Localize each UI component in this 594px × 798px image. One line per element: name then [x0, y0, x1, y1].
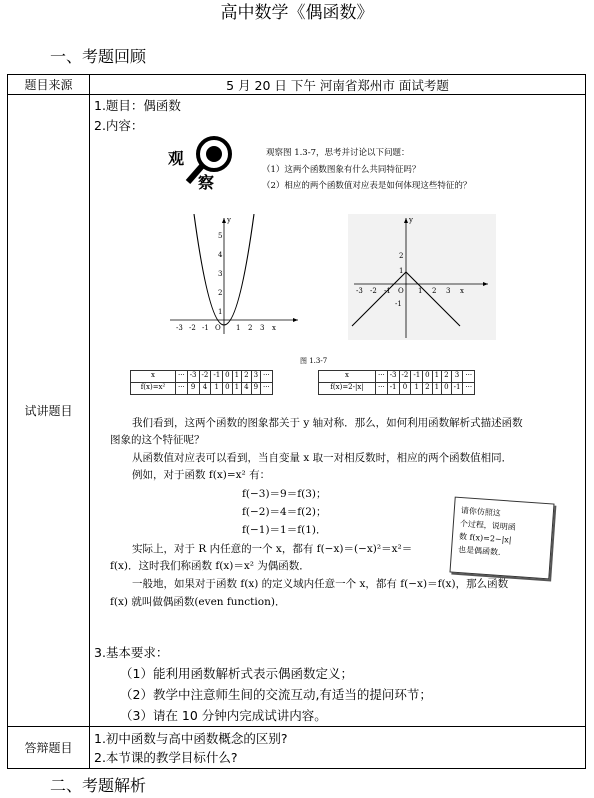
textbook-excerpt [90, 134, 585, 642]
requirement-2: （2）教学中注意师生间的交流互动,有适当的提问环节； [120, 687, 432, 702]
para-4a: 实际上，对于 R 内任意的一个 x，都有 f(−x)＝(−x)²＝x²＝ [132, 543, 413, 555]
graph2-tick-x7: 3 [446, 287, 451, 295]
section-heading-analysis: 二、考题解析 [50, 776, 147, 795]
observe-prompt: 观察图 1.3-7，思考并讨论以下问题： [266, 148, 410, 158]
para-3: 例如，对于函数 f(x)=x² 有： [132, 469, 271, 481]
para-1a: 我们看到，这两个函数的图象都关于 y 轴对称．那么，如何利用函数解析式描述函数 [132, 417, 523, 429]
value-table-x-squared: x ··· -3 -2 -1 0 1 2 3 ··· f(x)=x² ··· 9 4 1 0 1 4 9 ··· [130, 370, 273, 395]
graph2-ylabel: y [409, 216, 413, 224]
trial-content [90, 95, 586, 727]
side-note-line-3: 数 f(x)=2−|x| [458, 532, 512, 545]
graph2-tick-x2: -2 [370, 287, 377, 295]
graph-x-squared [166, 214, 306, 342]
side-note-line-2: 个过程，说明函 [459, 519, 517, 532]
requirement-3: （3）请在 10 分钟内完成试讲内容。 [120, 708, 327, 723]
para-1b: 图象的这个特征呢？ [110, 434, 205, 446]
observe-question-1: （1）这两个函数图象有什么共同特征吗？ [262, 165, 421, 175]
graph1-tick-y5: 5 [218, 232, 223, 240]
graph2-tick-x5: 1 [418, 287, 423, 295]
defense-content [90, 727, 586, 769]
observe-char-1: 观 [168, 149, 185, 168]
item-content-label: 2.内容： [94, 118, 144, 133]
graph2-tick-y2: 2 [399, 252, 404, 260]
graph1-tick-x7: 3 [260, 324, 265, 332]
para-5b: f(x) 就叫做偶函数(even function)． [110, 596, 286, 608]
graph2-tick-x6: 2 [432, 287, 437, 295]
graph2-tick-x1: -3 [356, 287, 363, 295]
graph1-tick-x5: 1 [236, 324, 241, 332]
graph-two-minus-abs-x [348, 214, 498, 342]
para-5a: 一般地，如果对于函数 f(x) 的定义域内任意一个 x，都有 f(−x)＝f(x)，那么函数 [132, 578, 509, 590]
magnifier-observe-icon [162, 134, 252, 194]
graph1-tick-y3: 3 [218, 270, 223, 278]
defense-question-2: 2.本节课的教学目标什么? [94, 750, 238, 765]
side-note-line-1: 请你仿照这 [460, 506, 502, 518]
side-note [449, 497, 554, 580]
graph2-tick-y1: 1 [399, 267, 404, 275]
graph1-tick-y4: 4 [218, 251, 223, 259]
source-value: 5 月 20 日 下午 河南省郑州市 面试考题 [90, 75, 586, 95]
observe-char-2: 察 [198, 173, 215, 192]
graph1-tick-y2: 2 [218, 289, 223, 297]
equation-1: f(−3)＝9＝f(3)； [242, 488, 327, 500]
graph1-tick-x1: -3 [176, 324, 183, 332]
figure-caption: 图 1.3-7 [300, 357, 328, 365]
observe-question-2: （2）相应的两个函数值对应表是如何体现这些特征的？ [262, 181, 472, 191]
requirement-1: （1）能利用函数解析式表示偶函数定义； [120, 666, 353, 681]
graph1-tick-xlabel: x [272, 324, 276, 332]
para-4b: f(x)．这时我们称函数 f(x)＝x² 为偶函数． [110, 560, 310, 572]
graph1-tick-x6: 2 [248, 324, 253, 332]
graph2-tick-yneg1: -1 [395, 300, 402, 308]
source-label: 题目来源 [8, 75, 90, 95]
equation-3: f(−1)＝1＝f(1)． [242, 524, 327, 536]
graph1-tick-y1: 1 [218, 308, 223, 316]
value-table-two-minus-abs: x ··· -3 -2 -1 0 1 2 3 ··· f(x)=2-|x| ··· -1 0 1 2 1 0 -1 ··· [318, 370, 475, 395]
graph1-ylabel: y [227, 216, 231, 224]
trial-label: 试讲题目 [8, 95, 90, 727]
graph1-tick-x2: -2 [189, 324, 196, 332]
graph2-tick-xlabel: x [460, 287, 464, 295]
para-2: 从函数值对应表可以看到，当自变量 x 取一对相反数时，相应的两个函数值相同． [132, 452, 513, 464]
page-title: 高中数学《偶函数》 [220, 3, 374, 23]
equation-2: f(−2)＝4＝f(2)； [242, 506, 327, 518]
graph2-tick-x3: -1 [384, 287, 391, 295]
item-title: 1.题目：偶函数 [94, 98, 181, 113]
graph2-tick-origin: O [398, 287, 404, 295]
side-note-line-4: 也是偶函数． [457, 544, 507, 558]
defense-question-1: 1.初中函数与高中函数概念的区别? [94, 731, 288, 746]
graph1-tick-x3: -1 [202, 324, 209, 332]
graph1-tick-origin: O [215, 324, 221, 332]
exam-table [7, 74, 586, 769]
section-heading-review: 一、考题回顾 [50, 47, 147, 66]
requirements-title: 3.基本要求： [94, 645, 169, 660]
defense-label: 答辩题目 [8, 727, 90, 769]
